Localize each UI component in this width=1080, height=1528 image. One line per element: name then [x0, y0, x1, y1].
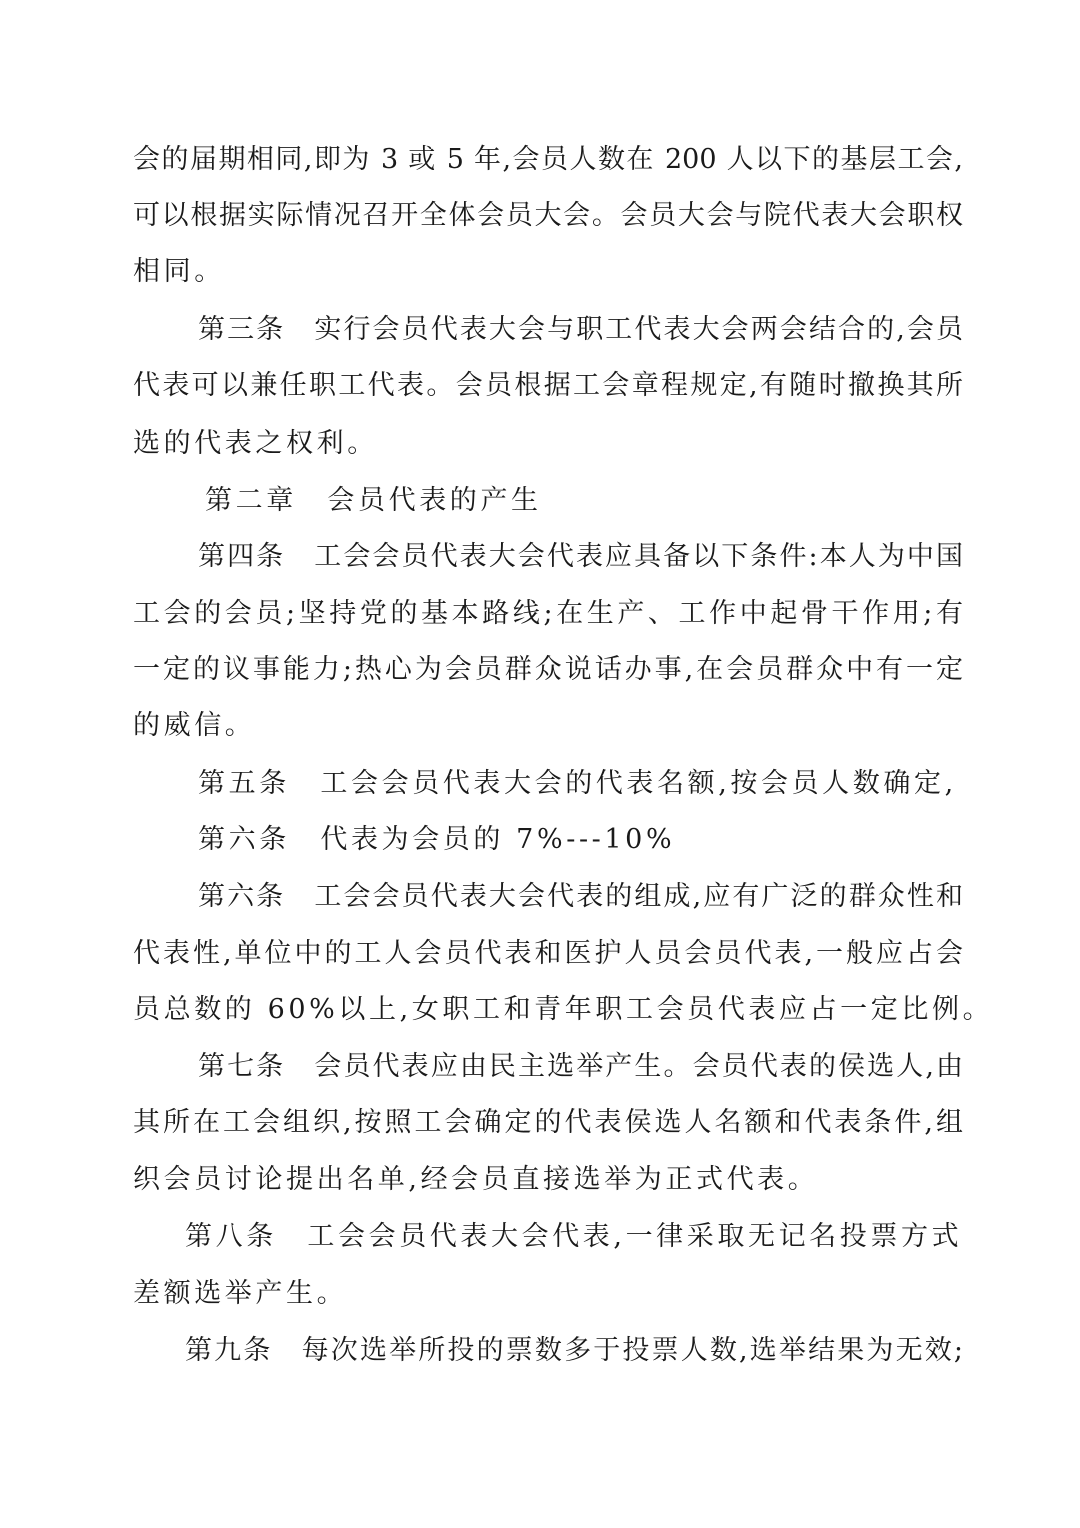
text-line: 工会的会员;坚持党的基本路线;在生产、工作中起骨干作用;有: [133, 598, 963, 629]
text-line: 选的代表之权利。: [133, 428, 378, 459]
article-heading-line: 第八条 工会会员代表大会代表,一律采取无记名投票方式: [185, 1221, 963, 1252]
chapter-heading: 第二章 会员代表的产生: [205, 485, 542, 516]
text-line: 差额选举产生。: [133, 1278, 348, 1309]
text-line: 员总数的 60%以上,女职工和青年职工会员代表应占一定比例。: [133, 994, 994, 1025]
article-heading-line: 第三条 实行会员代表大会与职工代表大会两会结合的,会员: [198, 314, 963, 345]
text-line: 相同。: [133, 256, 225, 287]
article-heading-line: 第六条 代表为会员的 7%---10%: [198, 824, 676, 855]
text-line: 代表可以兼任职工代表。会员根据工会章程规定,有随时撤换其所: [133, 370, 963, 401]
text-line: 代表性,单位中的工人会员代表和医护人员会员代表,一般应占会: [133, 938, 963, 969]
text-line: 会的届期相同,即为 3 或 5 年,会员人数在 200 人以下的基层工会,: [133, 144, 963, 175]
article-heading-line: 第九条 每次选举所投的票数多于投票人数,选举结果为无效;: [185, 1335, 963, 1366]
text-line: 其所在工会组织,按照工会确定的代表侯选人名额和代表条件,组: [133, 1107, 963, 1138]
text-line: 的威信。: [133, 710, 256, 741]
article-heading-line: 第六条 工会会员代表大会代表的组成,应有广泛的群众性和: [198, 881, 963, 912]
article-heading-line: 第七条 会员代表应由民主选举产生。会员代表的侯选人,由: [198, 1051, 963, 1082]
text-line: 织会员讨论提出名单,经会员直接选举为正式代表。: [133, 1164, 819, 1195]
article-heading-line: 第四条 工会会员代表大会代表应具备以下条件:本人为中国: [198, 541, 963, 572]
article-heading-line: 第五条 工会会员代表大会的代表名额,按会员人数确定,: [198, 768, 957, 799]
text-line: 一定的议事能力;热心为会员群众说话办事,在会员群众中有一定: [133, 654, 963, 685]
text-line: 可以根据实际情况召开全体会员大会。会员大会与院代表大会职权: [133, 200, 963, 231]
